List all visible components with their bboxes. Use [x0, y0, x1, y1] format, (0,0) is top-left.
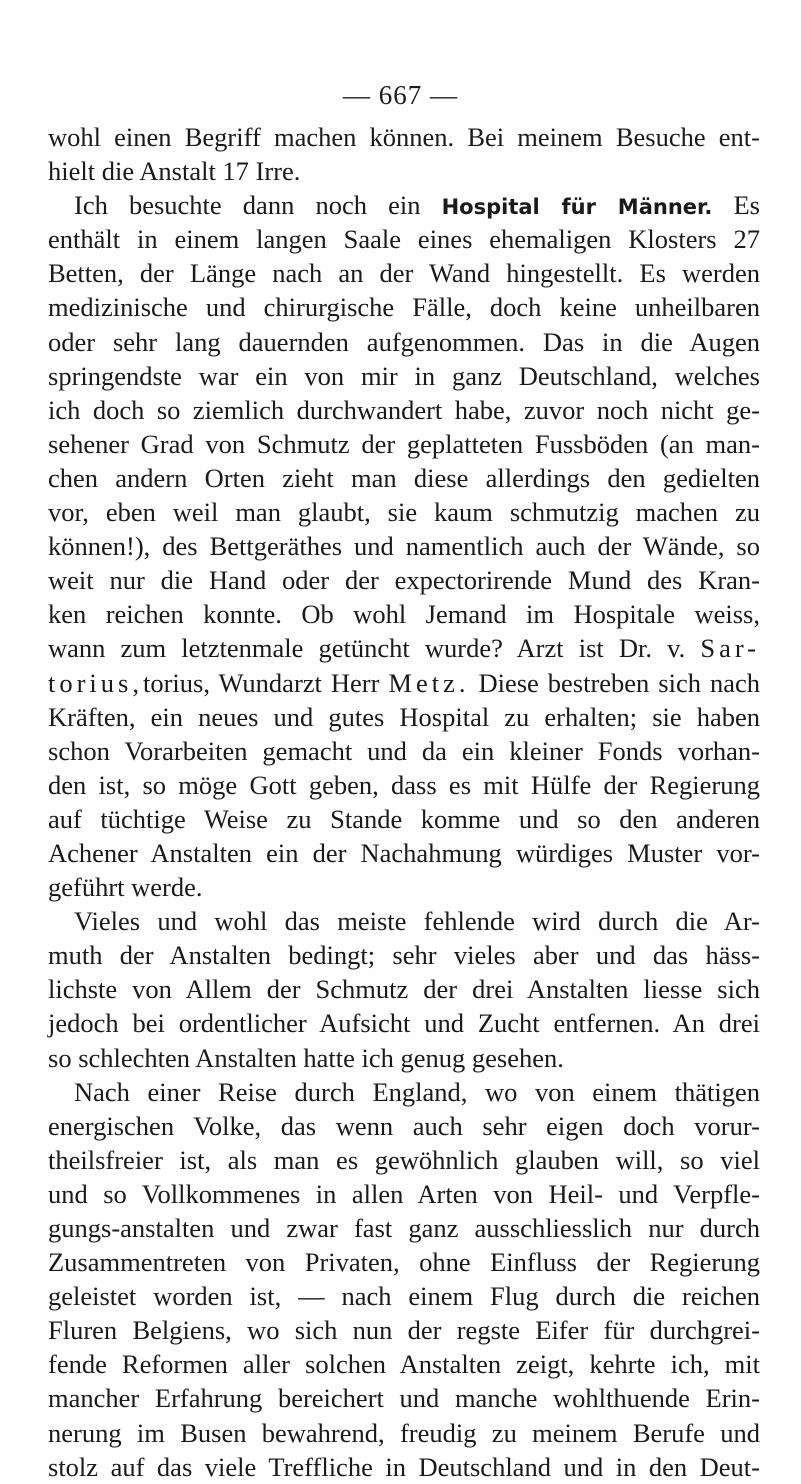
text-line: auf tüchtige Weise zu Stande komme und so den anderen	[48, 803, 760, 834]
text-line: stolz auf das viele Treffliche in Deutschland und in den Deut-	[48, 1451, 760, 1482]
text-line: Vieles und wohl das meiste fehlende wird durch die Ar-	[74, 906, 760, 937]
text-line: mancher Erfahrung bereichert und manche wohlthuende Erin-	[48, 1383, 760, 1414]
text-line: medizinische und chirurgische Fälle, doch keine unheilbaren	[48, 292, 760, 323]
text-line: Fluren Belgiens, wo sich nun der regste Eifer für durchgrei-	[48, 1315, 760, 1346]
text-line: hielt die Anstalt 17 Irre.	[48, 156, 301, 187]
text-line: wohl einen Begriff machen können. Bei meinem Besuche ent-	[48, 122, 760, 152]
text-line: muth der Anstalten bedingt; sehr vieles aber und das häss-	[48, 940, 760, 971]
name-sartorius: Sar-	[700, 633, 760, 664]
text-line: weit nur die Hand oder der expectorirende Mund des Kran-	[48, 565, 760, 596]
text-line: sehener Grad von Schmutz der geplatteten Fussböden (an man-	[48, 428, 760, 459]
text-line: Achener Anstalten ein der Nachahmung würdiges Muster vor-	[48, 837, 760, 868]
text-line: Betten, der Länge nach an der Wand hingestellt. Es werden	[48, 258, 760, 289]
text-line: nerung im Busen bewahrend, freudig zu meinem Berufe und	[48, 1417, 760, 1448]
text-line: geführt werde.	[48, 872, 203, 903]
text-line: jedoch bei ordentlicher Aufsicht und Zucht entfernen. An drei	[48, 1008, 760, 1039]
name-metz: Metz.	[388, 667, 470, 698]
text-line: können!), des Bettgeräthes und namentlich auch der Wände, so	[48, 531, 760, 562]
text-line: so schlechten Anstalten hatte ich genug gesehen.	[48, 1042, 564, 1073]
line-text: torius, Wundarzt Herr	[143, 667, 389, 698]
text-line: und so Vollkommenes in allen Arten von Heil- und Verpfle-	[48, 1178, 760, 1209]
text-line: theilsfreier ist, als man es gewöhnlich glauben will, so viel	[48, 1144, 760, 1175]
text-line: schon Vorarbeiten gemacht und da ein kleiner Fonds vorhan-	[48, 735, 760, 766]
page-number: — 667 —	[343, 80, 458, 110]
line-text: wann zum letztenmale getüncht wurde? Arzt ist Dr. v.	[48, 633, 701, 664]
text-line: springendste war ein von mir in ganz Deutschland, welches	[48, 360, 760, 391]
text-line: enthält in einem langen Saale eines ehemaligen Klosters 27	[48, 224, 760, 255]
text-line	[48, 631, 760, 665]
text-line: Nach einer Reise durch England, wo von einem thätigen	[74, 1076, 760, 1107]
text-line: oder sehr lang dauernden aufgenommen. Das in die Augen	[48, 326, 760, 357]
line-text: Es	[712, 190, 760, 221]
text-line: lichste von Allem der Schmutz der drei Anstalten liesse sich	[48, 974, 760, 1005]
name-sartorius: torius,	[48, 667, 143, 698]
text-line: gungs-anstalten und zwar fast ganz ausschliesslich nur durch	[48, 1213, 760, 1243]
text-line: den ist, so möge Gott geben, dass es mit Hülfe der Regierung	[48, 769, 760, 800]
body-text	[48, 120, 760, 1484]
text-line: ken reichen konnte. Ob wohl Jemand im Hospitale weiss,	[48, 599, 760, 630]
text-line: chen andern Orten zieht man diese allerdings den gedielten	[48, 462, 760, 493]
text-line: Kräften, ein neues und gutes Hospital zu erhalten; sie haben	[48, 701, 760, 732]
text-line	[48, 188, 760, 222]
text-line: geleistet worden ist, — nach einem Flug durch die reichen	[48, 1281, 760, 1312]
line-text: Diese bestreben sich nach	[469, 667, 760, 698]
text-line: Zusammentreten von Privaten, ohne Einfluss der Regierung	[48, 1247, 760, 1278]
hospital-heading: Hospital für Männer.	[441, 195, 713, 220]
text-line: fende Reformen aller solchen Anstalten zeigt, kehrte ich, mit	[48, 1349, 760, 1380]
line-text: Ich besuchte dann noch ein	[74, 190, 442, 221]
text-line: ich doch so ziemlich durchwandert habe, zuvor noch nicht ge-	[48, 394, 760, 425]
text-line	[48, 666, 760, 700]
text-line: vor, eben weil man glaubt, sie kaum schmutzig machen zu	[48, 497, 760, 528]
text-line: energischen Volke, das wenn auch sehr eigen doch vorur-	[48, 1110, 760, 1141]
